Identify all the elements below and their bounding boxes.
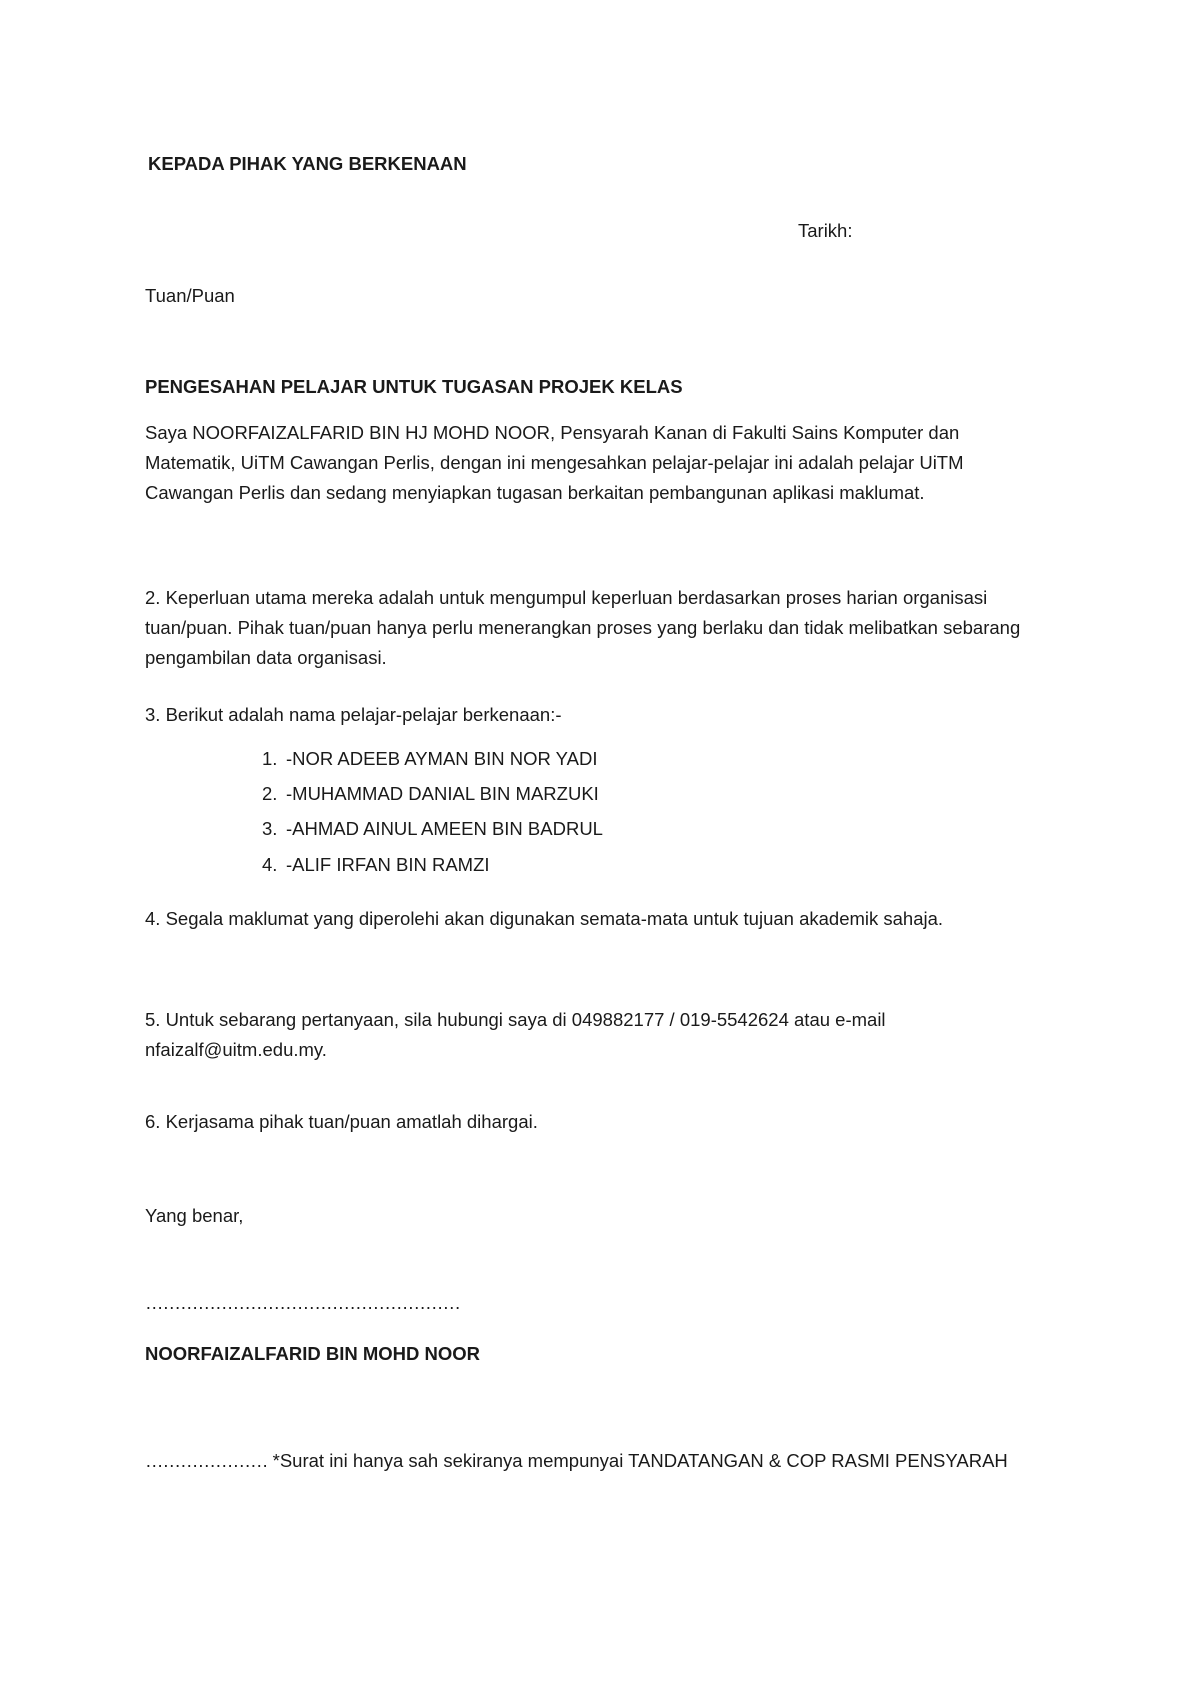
list-number: 4. — [262, 854, 278, 875]
paragraph-1: Saya NOORFAIZALFARID BIN HJ MOHD NOOR, Pensyarah Kanan di Fakulti Sains Komputer dan Matematik, UiTM Cawangan Perlis, dengan ini mengesahkan pelajar-pelajar ini adalah pelajar UiTM Cawangan Perlis dan sedang menyiapkan tugasan berkaitan pembangunan aplikasi maklumat. — [145, 422, 964, 503]
list-number: 1. — [262, 748, 278, 769]
signature-line: ……………………………………………… — [145, 1292, 460, 1313]
list-item — [262, 818, 603, 840]
list-item — [262, 854, 490, 876]
footer-dots: ………………… — [145, 1450, 268, 1471]
student-name: -MUHAMMAD DANIAL BIN MARZUKI — [286, 783, 599, 804]
list-item — [262, 748, 597, 770]
student-name: -AHMAD AINUL AMEEN BIN BADRUL — [286, 818, 603, 839]
student-name: -NOR ADEEB AYMAN BIN NOR YADI — [286, 748, 598, 769]
list-item — [262, 783, 599, 805]
date-label: Tarikh: — [798, 220, 853, 241]
student-name: -ALIF IRFAN BIN RAMZI — [286, 854, 490, 875]
list-number: 3. — [262, 818, 278, 839]
paragraph-6: 6. Kerjasama pihak tuan/puan amatlah dihargai. — [145, 1111, 538, 1132]
footer-note-line — [145, 1450, 1008, 1472]
subject-heading: PENGESAHAN PELAJAR UNTUK TUGASAN PROJEK KELAS — [145, 376, 683, 397]
recipient-heading: KEPADA PIHAK YANG BERKENAAN — [148, 153, 467, 174]
paragraph-4: 4. Segala maklumat yang diperolehi akan digunakan semata-mata untuk tujuan akademik sahaja. — [145, 908, 944, 929]
paragraph-2: 2. Keperluan utama mereka adalah untuk mengumpul keperluan berdasarkan proses harian organisasi tuan/puan. Pihak tuan/puan hanya perlu menerangkan proses yang berlaku dan tidak melibatkan sebarang pengambilan data organisasi. — [145, 587, 1021, 668]
signatory-name: NOORFAIZALFARID BIN MOHD NOOR — [145, 1343, 481, 1364]
list-number: 2. — [262, 783, 278, 804]
salutation: Tuan/Puan — [145, 285, 235, 306]
closing: Yang benar, — [145, 1205, 244, 1226]
paragraph-3: 3. Berikut adalah nama pelajar-pelajar berkenaan:- — [145, 704, 562, 725]
paragraph-5: 5. Untuk sebarang pertanyaan, sila hubungi saya di 049882177 / 019-5542624 atau e-mail nfaizalf@uitm.edu.my. — [145, 1009, 886, 1060]
footer-note: *Surat ini hanya sah sekiranya mempunyai TANDATANGAN & COP RASMI PENSYARAH — [272, 1450, 1008, 1471]
